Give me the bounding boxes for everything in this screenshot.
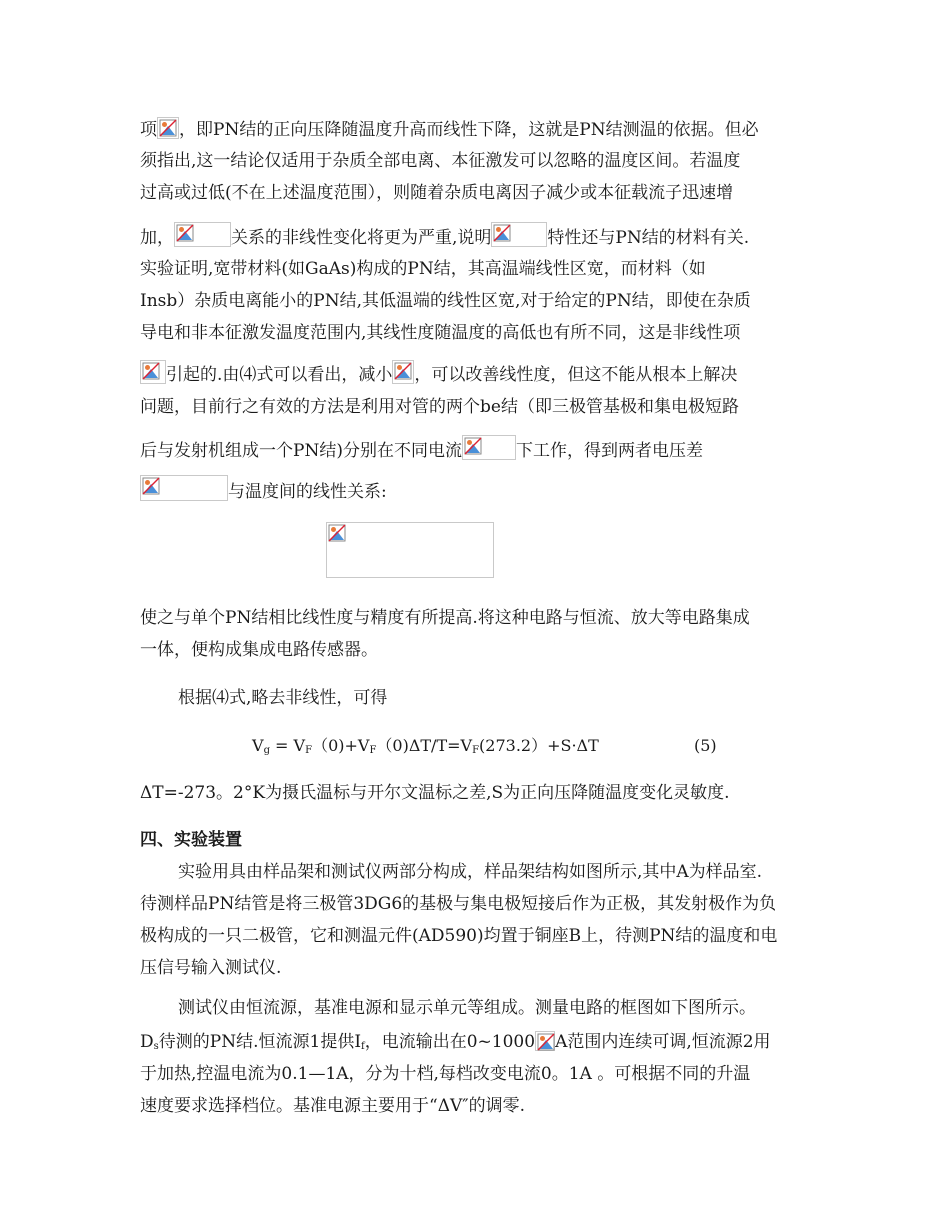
formula-image <box>174 222 231 247</box>
broken-image-icon <box>159 119 177 137</box>
text-line: 极构成的一只二极管，它和测温元件(AD590)均置于铜座B上，待测PN结的温度和电 <box>140 926 778 946</box>
text-line <box>140 117 759 142</box>
text-line: 使之与单个PN结相比线性度与精度有所提高.将这种电路与恒流、放大等电路集成 <box>140 608 750 628</box>
formula-image <box>157 117 179 139</box>
text-line: 问题，目前行之有效的方法是利用对管的两个be结（即三极管基极和集电极短路 <box>140 397 739 417</box>
text-run: ，可以改善线性度，但这不能从根本上解决 <box>414 365 738 385</box>
text-line: ΔT=-273。2°K为摄氏温标与开尔文温标之差,S为正向压降随温度变化灵敏度. <box>140 783 730 803</box>
broken-image-icon <box>464 437 482 455</box>
text-line <box>140 475 387 504</box>
text-run: 项 <box>140 120 157 140</box>
text-line: 导电和非本征激发温度范围内,其线性度随温度的高低也有所不同，这是非线性项 <box>140 323 741 343</box>
text-run: 加， <box>140 228 174 248</box>
text-run: 引起的.由⑷式可以看出，减小 <box>166 365 393 385</box>
text-run: ，即PN结的正向压降随温度升高而线性下降，这就是PN结测温的依据。但必 <box>179 120 759 140</box>
broken-image-icon <box>176 224 194 242</box>
text-line: 于加热,控温电流为0.1—1A，分为十档,每档改变电流0。1A 。可根据不同的升温 <box>140 1064 751 1084</box>
text-line: 速度要求选择档位。基准电源主要用于“ΔV″的调零. <box>140 1096 525 1116</box>
equation-number: (5) <box>694 736 717 755</box>
broken-image-icon <box>142 362 160 380</box>
formula-image <box>462 435 516 460</box>
formula-image <box>392 360 414 384</box>
broken-image-icon <box>328 524 346 542</box>
text-line: 一体，便构成集成电路传感器。 <box>140 640 378 660</box>
formula-image <box>535 1031 555 1051</box>
text-line: 实验证明,宽带材料(如GaAs)构成的PN结，其高温端线性区宽，而材料（如 <box>140 259 706 279</box>
text-line: $D_s$待测的PN结.恒流源1提供$I_f$，电流输出在0~1000 A范围内连续可调,恒流源2用 <box>140 1032 771 1052</box>
formula-image <box>140 475 228 501</box>
section-heading: 四、实验装置 <box>140 830 242 850</box>
display-formula-image <box>326 522 494 578</box>
text-run: 后与发射机组成一个PN结)分别在不同电流 <box>140 441 462 461</box>
text-line: 压信号输入测试仪. <box>140 958 282 978</box>
text-line: 实验用具由样品架和测试仪两部分构成，样品架结构如图所示,其中A为样品室. <box>178 862 763 882</box>
text-line <box>140 435 703 463</box>
text-line <box>140 360 737 387</box>
text-line: 测试仪由恒流源，基准电源和显示单元等组成。测量电路的框图如下图所示。 <box>178 998 756 1018</box>
text-run: 关系的非线性变化将更为严重,说明 <box>231 228 492 248</box>
text-line: Insb）杂质电离能小的PN结,其低温端的线性区宽,对于给定的PN结，即使在杂质 <box>140 291 751 311</box>
equation-5: $V_g = V_F(0)+V_F(0)\Delta T/T=V_F(273.2)+S\cdot\Delta T$ <box>252 736 599 756</box>
broken-image-icon <box>493 224 511 242</box>
broken-image-icon <box>142 477 160 495</box>
text-run: 下工作，得到两者电压差 <box>515 441 703 461</box>
formula-image <box>140 360 166 384</box>
text-line: 须指出,这一结论仅适用于杂质全部电离、本征激发可以忽略的温度区间。若温度 <box>140 151 741 171</box>
text-line: 根据⑷式,略去非线性，可得 <box>178 688 388 708</box>
text-run: 特性还与PN结的材料有关. <box>547 228 750 248</box>
text-line: 过高或过低(不在上述温度范围），则随着杂质电离因子减少或本征载流子迅速增 <box>140 183 734 203</box>
broken-image-icon <box>394 362 412 380</box>
text-line <box>140 222 749 250</box>
text-run: 与温度间的线性关系: <box>228 482 387 502</box>
formula-image <box>491 222 547 247</box>
broken-image-icon <box>537 1033 555 1051</box>
text-line: 待测样品PN结管是将三极管3DG6的基极与集电极短接后作为正极，其发射极作为负 <box>140 894 777 914</box>
